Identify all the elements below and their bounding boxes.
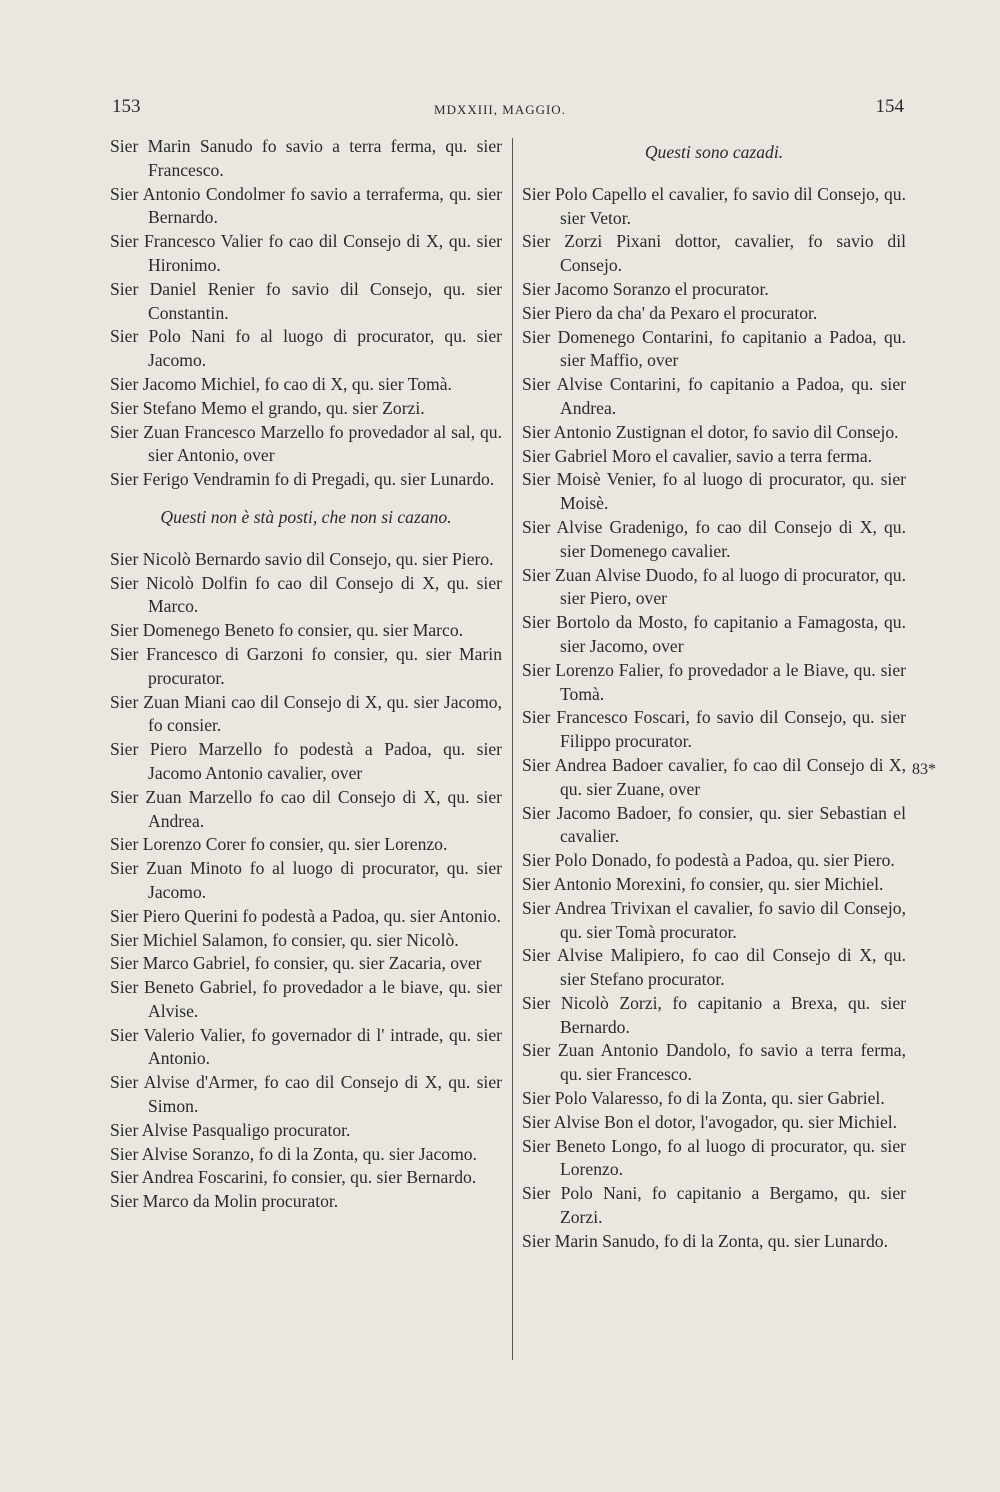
- list-item: Sier Alvise Pasqualigo procurator.: [110, 1119, 351, 1140]
- running-title: MDXXIII, MAGGIO.: [434, 102, 566, 117]
- list-item: Sier Marin Sanudo, fo di la Zonta, qu. sier Lunardo.: [522, 1230, 888, 1251]
- list-item: Sier Domenego Beneto fo consier, qu. sier Marco.: [110, 620, 464, 641]
- list-item: Sier Zuan Alvise Duodo, fo al luogo di procurator, qu. sier Piero, over: [522, 564, 906, 609]
- list-item: Sier Alvise Bon el dotor, l'avogador, qu. sier Michiel.: [522, 1111, 898, 1132]
- right-section-heading: Questi sono cazadi.: [644, 142, 784, 162]
- list-item: Sier Zuan Miani cao dil Consejo di X, qu. sier Jacomo, fo consier.: [110, 691, 502, 736]
- list-item: Sier Polo Nani fo al luogo di procurator, qu. sier Jacomo.: [110, 326, 502, 371]
- list-item: Sier Francesco di Garzoni fo consier, qu. sier Marin procurator.: [110, 643, 502, 688]
- left-column: [110, 135, 502, 1214]
- list-item: Sier Ferigo Vendramin fo di Pregadi, qu. sier Lunardo.: [110, 469, 495, 490]
- list-item: Sier Piero da cha' da Pexaro el procurator.: [522, 302, 818, 323]
- list-item: Sier Lorenzo Falier, fo provedador a le Biave, qu. sier Tomà.: [522, 659, 906, 704]
- list-item: Sier Zuan Antonio Dandolo, fo savio a terra ferma, qu. sier Francesco.: [522, 1040, 906, 1085]
- list-item: Sier Marco da Molin procurator.: [110, 1191, 339, 1212]
- list-item: Sier Jacomo Soranzo el procurator.: [522, 278, 769, 299]
- list-item: Sier Nicolò Zorzi, fo capitanio a Brexa, qu. sier Bernardo.: [522, 992, 906, 1037]
- column-divider: [512, 138, 513, 1360]
- list-item: Sier Beneto Gabriel, fo provedador a le biave, qu. sier Alvise.: [110, 977, 502, 1021]
- list-item: Sier Antonio Condolmer fo savio a terraferma, qu. sier Bernardo.: [110, 183, 502, 228]
- list-item: Sier Jacomo Michiel, fo cao di X, qu. sier Tomà.: [110, 373, 452, 394]
- list-item: Sier Alvise Gradenigo, fo cao dil Consejo di X, qu. sier Domenego cavalier.: [522, 516, 906, 561]
- left-entries-top: [110, 135, 502, 492]
- list-item: Sier Antonio Morexini, fo consier, qu. sier Michiel.: [522, 873, 884, 894]
- list-item: Sier Daniel Renier fo savio dil Consejo, qu. sier Constantin.: [110, 278, 502, 323]
- list-item: Sier Andrea Trivixan el cavalier, fo savio dil Consejo, qu. sier Tomà procurator.: [522, 897, 906, 942]
- right-column: [522, 135, 906, 1254]
- list-item: Sier Marco Gabriel, fo consier, qu. sier Zacaria, over: [110, 953, 482, 974]
- list-item: Sier Piero Querini fo podestà a Padoa, qu. sier Antonio.: [110, 905, 501, 926]
- list-item: Sier Zorzi Pixani dottor, cavalier, fo savio dil Consejo.: [522, 231, 906, 276]
- list-item: Sier Bortolo da Mosto, fo capitanio a Famagosta, qu. sier Jacomo, over: [522, 612, 906, 656]
- right-entries: [522, 183, 906, 1254]
- list-item: Sier Francesco Valier fo cao dil Consejo di X, qu. sier Hironimo.: [110, 231, 502, 275]
- list-item: Sier Stefano Memo el grando, qu. sier Zorzi.: [110, 397, 425, 418]
- list-item: Sier Alvise Soranzo, fo di la Zonta, qu. sier Jacomo.: [110, 1143, 477, 1164]
- list-item: Sier Jacomo Badoer, fo consier, qu. sier Sebastian el cavalier.: [522, 802, 906, 847]
- list-item: Sier Antonio Zustignan el dotor, fo savio dil Consejo.: [522, 421, 899, 442]
- list-item: Sier Marin Sanudo fo savio a terra ferma, qu. sier Francesco.: [110, 136, 502, 180]
- list-item: Sier Zuan Minoto fo al luogo di procurator, qu. sier Jacomo.: [110, 858, 502, 902]
- list-item: Sier Polo Nani, fo capitanio a Bergamo, qu. sier Zorzi.: [522, 1183, 906, 1228]
- list-item: Sier Domenego Contarini, fo capitanio a Padoa, qu. sier Maffio, over: [522, 326, 906, 371]
- right-page-number: 154: [875, 96, 904, 117]
- list-item: Sier Andrea Badoer cavalier, fo cao dil Consejo di X, qu. sier Zuane, over: [522, 754, 906, 799]
- list-item: Sier Andrea Foscarini, fo consier, qu. sier Bernardo.: [110, 1167, 477, 1188]
- margin-folio-note: 83*: [912, 761, 936, 778]
- list-item: Sier Francesco Foscari, fo savio dil Consejo, qu. sier Filippo procurator.: [522, 707, 906, 752]
- list-item: Sier Valerio Valier, fo governador di l' intrade, qu. sier Antonio.: [110, 1024, 502, 1069]
- list-item: Sier Nicolò Bernardo savio dil Consejo, qu. sier Piero.: [110, 548, 494, 569]
- list-item: Sier Beneto Longo, fo al luogo di procurator, qu. sier Lorenzo.: [522, 1135, 906, 1180]
- left-section-heading: Questi non è stà posti, che non si cazano.: [160, 506, 452, 527]
- list-item: Sier Alvise Contarini, fo capitanio a Padoa, qu. sier Andrea.: [522, 374, 906, 418]
- left-page-number: 153: [112, 96, 141, 117]
- list-item: Sier Polo Donado, fo podestà a Padoa, qu. sier Piero.: [522, 850, 895, 871]
- list-item: Sier Lorenzo Corer fo consier, qu. sier Lorenzo.: [110, 834, 448, 855]
- left-entries-bottom: [110, 548, 502, 1214]
- list-item: Sier Alvise Malipiero, fo cao dil Consejo di X, qu. sier Stefano procurator.: [522, 945, 906, 990]
- list-item: Sier Zuan Francesco Marzello fo provedador al sal, qu. sier Antonio, over: [110, 421, 502, 466]
- list-item: Sier Polo Valaresso, fo di la Zonta, qu. sier Gabriel.: [522, 1088, 885, 1109]
- list-item: Sier Moisè Venier, fo al luogo di procurator, qu. sier Moisè.: [522, 469, 906, 514]
- list-item: Sier Alvise d'Armer, fo cao dil Consejo di X, qu. sier Simon.: [110, 1072, 502, 1117]
- list-item: Sier Nicolò Dolfin fo cao dil Consejo di X, qu. sier Marco.: [110, 572, 502, 617]
- list-item: Sier Piero Marzello fo podestà a Padoa, qu. sier Jacomo Antonio cavalier, over: [110, 739, 502, 783]
- list-item: Sier Zuan Marzello fo cao dil Consejo di X, qu. sier Andrea.: [110, 786, 502, 831]
- list-item: Sier Gabriel Moro el cavalier, savio a terra ferma.: [522, 445, 873, 466]
- list-item: Sier Michiel Salamon, fo consier, qu. sier Nicolò.: [110, 929, 459, 950]
- list-item: Sier Polo Capello el cavalier, fo savio dil Consejo, qu. sier Vetor.: [522, 183, 906, 228]
